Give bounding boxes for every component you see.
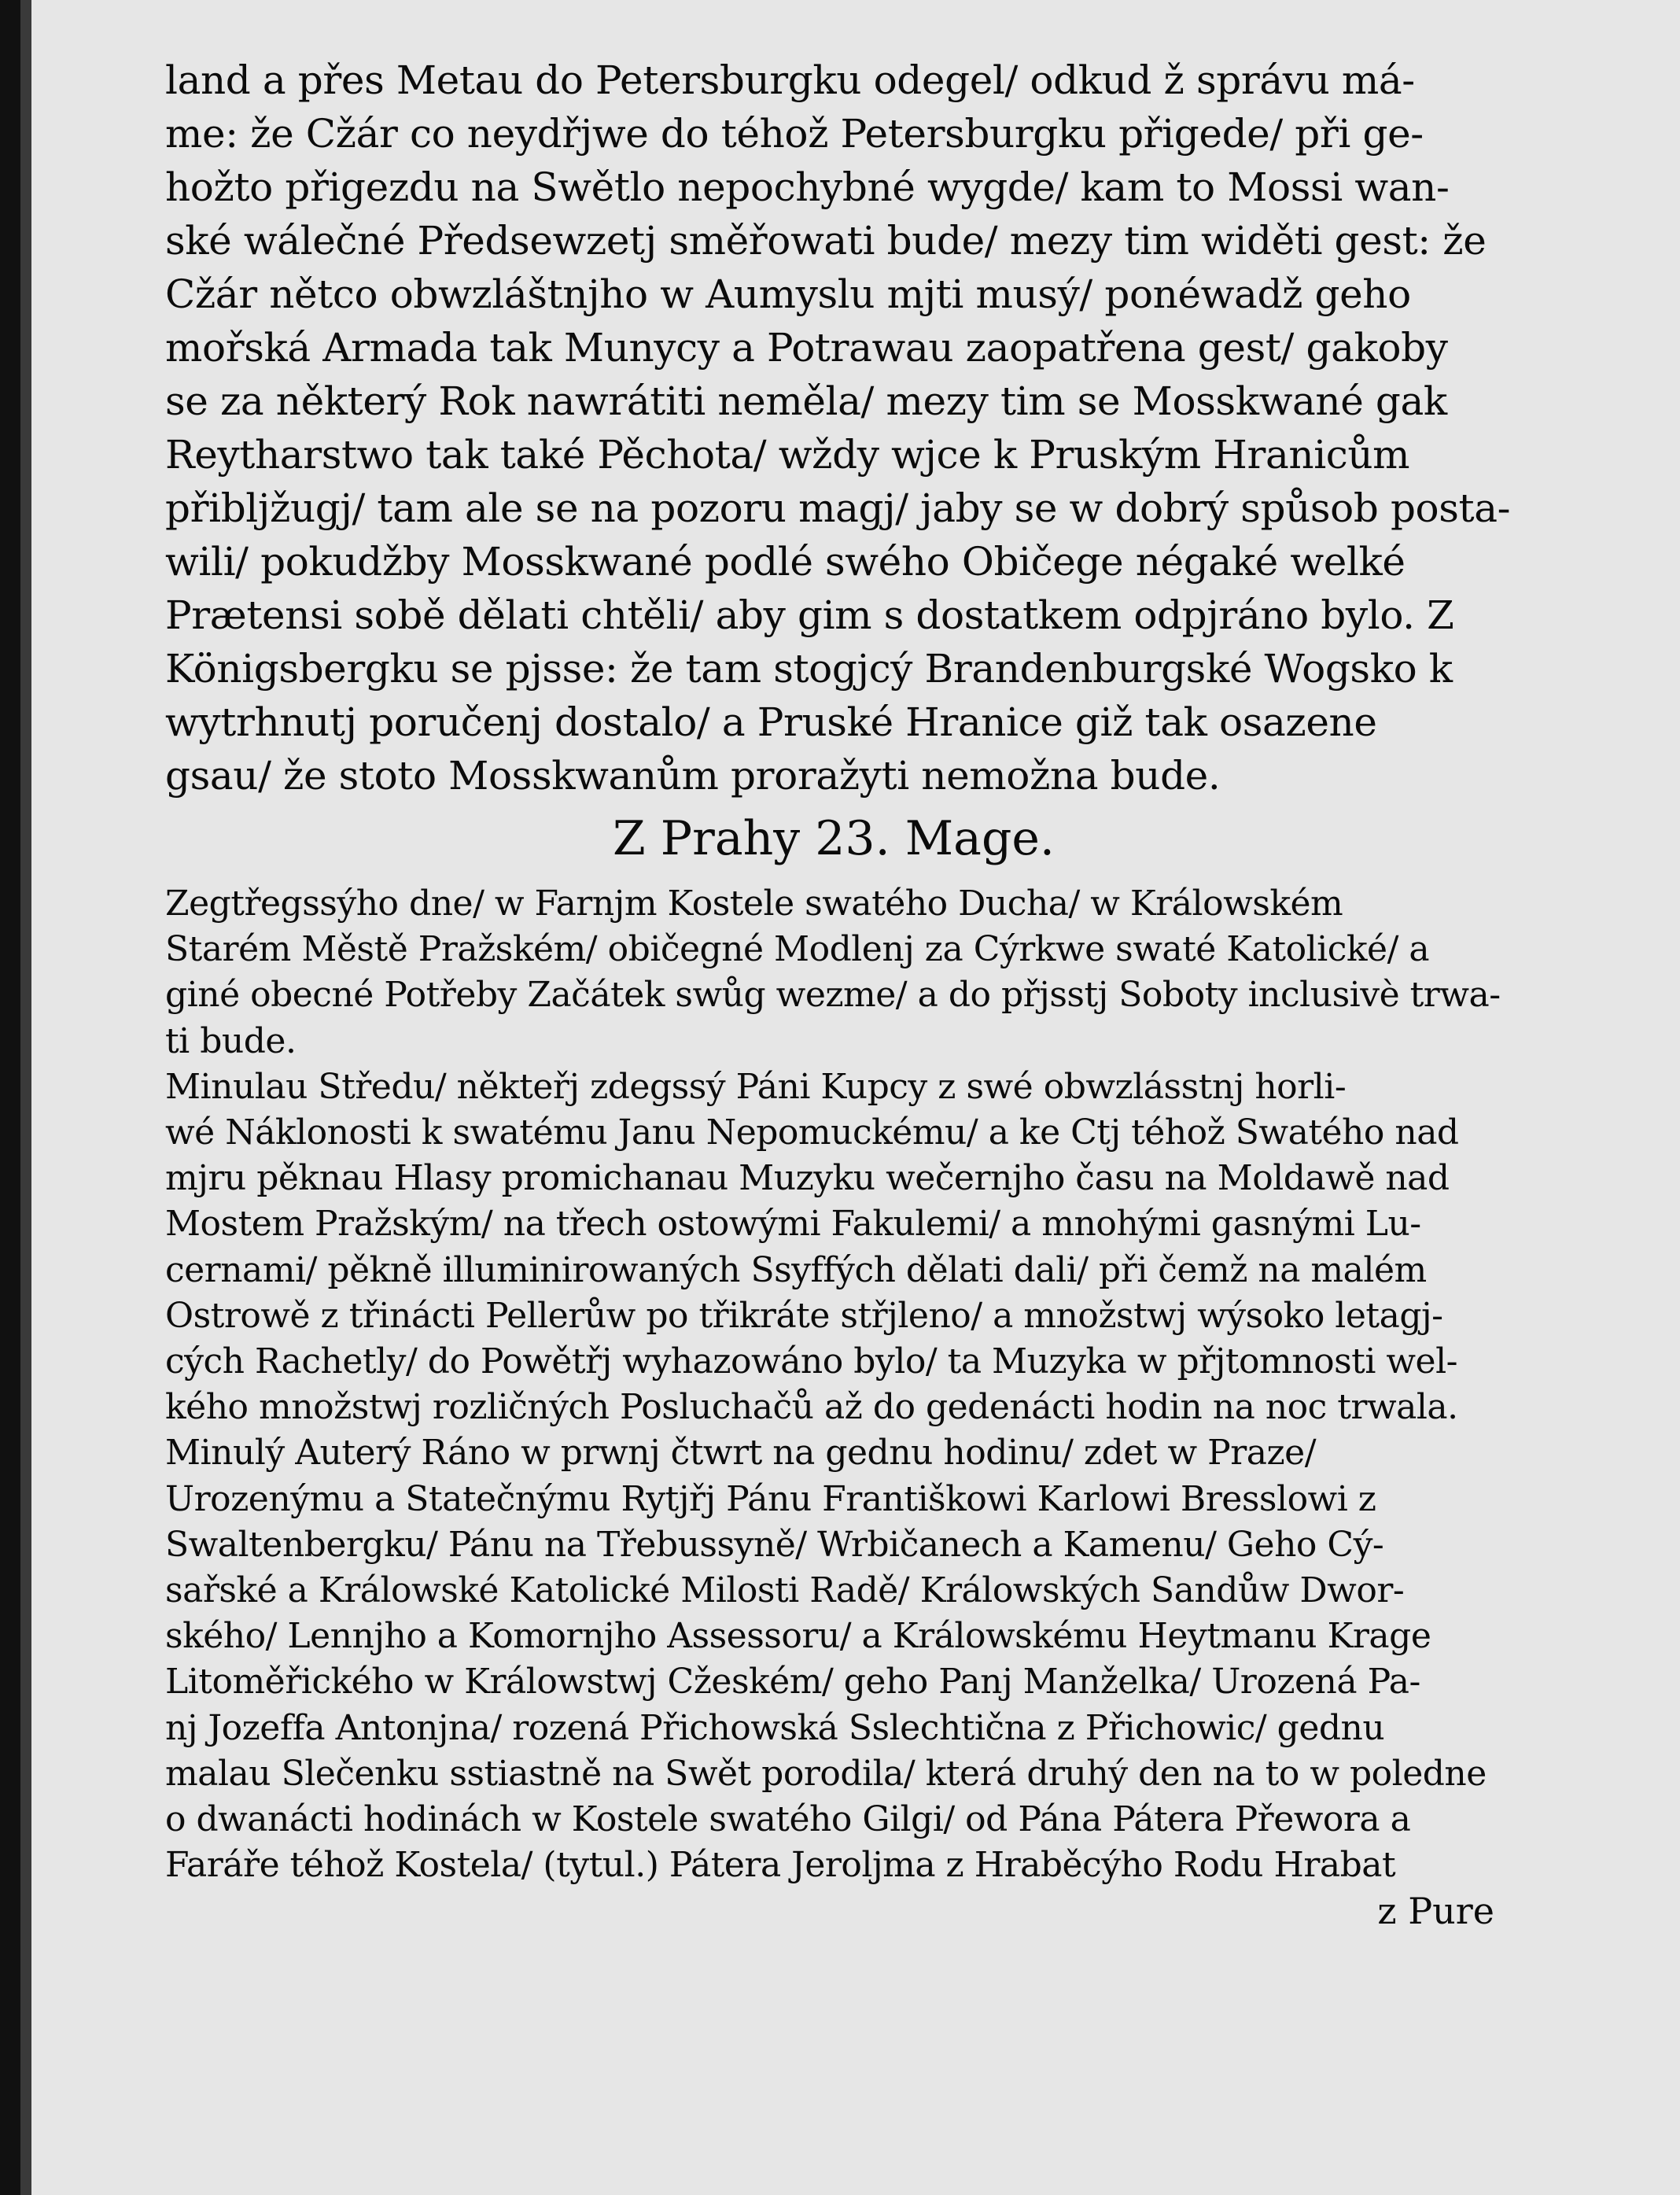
text-line: mořská Armada tak Munycy a Potrawau zaopatřena gest/ gakoby (165, 325, 1448, 371)
text-line: nj Jozeffa Antonjna/ rozená Přichowská Sslechtična z Přichowic/ gednu (165, 1707, 1385, 1748)
text-line: Cžár nětco obwzláštnjho w Aumyslu mjti musý/ ponéwadž geho (165, 271, 1411, 317)
text-line: ské wálečné Předsewzetj směřowati bude/ mezy tim widěti gest: že (165, 218, 1487, 264)
text-line: Prætensi sobě dělati chtěli/ aby gim s dostatkem odpjráno bylo. Z (165, 592, 1454, 638)
text-line: sařské a Králowské Katolické Milosti Radě/ Králowských Sandůw Dwor- (165, 1570, 1405, 1611)
text-line: Litoměřického w Králowstwj Cžeském/ geho Panj Manželka/ Urozená Pa- (165, 1662, 1420, 1703)
text-line: Zegtřegssýho dne/ w Farnjm Kostele swatého Ducha/ w Králowském (165, 884, 1343, 924)
text-line: Swaltenbergku/ Pánu na Třebussyně/ Wrbičanech a Kamenu/ Geho Cý- (165, 1524, 1384, 1565)
news-paragraph-prague (165, 881, 1502, 1888)
text-line: hožto přigezdu na Swětlo nepochybné wygde/ kam to Mossi wan- (165, 164, 1450, 210)
text-line: ti bude. (165, 1020, 297, 1061)
text-line: Starém Městě Pražském/ običegné Modlenj za Cýrkwe swaté Katolické/ a (165, 929, 1430, 970)
text-line: wili/ pokudžby Mosskwané podlé swého Običege négaké welké (165, 539, 1406, 585)
text-line: o dwanácti hodinách w Kostele swatého Gilgi/ od Pána Pátera Přewora a (165, 1799, 1411, 1840)
text-line: me: že Cžár co neydřjwe do téhož Petersburgku přigede/ při ge- (165, 111, 1424, 157)
book-spine-shadow (0, 0, 20, 2195)
text-line: land a přes Metau do Petersburgku odegel/ odkud ž správu má- (165, 57, 1415, 103)
text-line: Mostem Pražským/ na třech ostowými Fakulemi/ a mnohými gasnými Lu- (165, 1204, 1421, 1245)
text-line: giné obecné Potřeby Začátek swůg wezme/ a do přjsstj Soboty inclusivè trwa- (165, 975, 1501, 1016)
text-line: ského/ Lennjho a Komornjho Assessoru/ a Králowskému Heytmanu Krage (165, 1616, 1431, 1657)
text-line: Ostrowě z třinácti Pellerůw po třikráte střjleno/ a množstwj wýsoko letagj- (165, 1295, 1443, 1336)
page-text (165, 53, 1511, 1934)
document-page (31, 0, 1680, 2195)
text-line: cých Rachetly/ do Powětřj wyhazowáno bylo/ ta Muzyka w přjtomnosti wel- (165, 1341, 1458, 1382)
section-heading: Z Prahy 23. Mage. (613, 811, 1055, 866)
text-line: cernami/ pěkně illuminirowaných Ssyffých dělati dali/ při čemž na malém (165, 1249, 1427, 1290)
text-line: gsau/ že stoto Mosskwanům proražyti nemožna bude. (165, 753, 1221, 799)
text-line: wytrhnutj poručenj dostalo/ a Pruské Hranice giž tak osazene (165, 699, 1377, 745)
catchword: z Pure (1377, 1890, 1494, 1933)
text-line: mjru pěknau Hlasy promichanau Muzyku wečernjho času na Moldawě nad (165, 1158, 1450, 1199)
text-line: Faráře téhož Kostela/ (tytul.) Pátera Jeroljma z Hraběcýho Rodu Hrabat (165, 1845, 1396, 1886)
text-line: Minulau Středu/ někteřj zdegssý Páni Kupcy z swé obwzlásstnj horli- (165, 1066, 1347, 1107)
text-line: přibljžugj/ tam ale se na pozoru magj/ jaby se w dobrý spůsob posta- (165, 485, 1511, 531)
gutter-shadow (20, 0, 31, 2195)
text-line: Minulý Auterý Ráno w prwnj čtwrt na gednu hodinu/ zdet w Praze/ (165, 1433, 1317, 1474)
text-line: Königsbergku se pjsse: že tam stogjcý Brandenburgské Wogsko k (165, 646, 1453, 692)
text-line: Urozenýmu a Statečnýmu Rytjřj Pánu Františkowi Karlowi Bresslowi z (165, 1478, 1376, 1519)
text-line: malau Slečenku sstiastně na Swět porodila/ která druhý den na to w poledne (165, 1753, 1487, 1794)
news-paragraph-moscow (165, 53, 1511, 802)
text-line: kého množstwj rozličných Posluchačů až do gedenácti hodin na noc trwala. (165, 1387, 1458, 1428)
text-line: se za některý Rok nawrátiti neměla/ mezy tim se Mosskwané gak (165, 378, 1447, 424)
text-line: wé Náklonosti k swatému Janu Nepomuckému/ a ke Ctj téhož Swatého nad (165, 1112, 1459, 1153)
text-line: Reytharstwo tak také Pěchota/ wždy wjce k Pruským Hranicům (165, 432, 1410, 478)
